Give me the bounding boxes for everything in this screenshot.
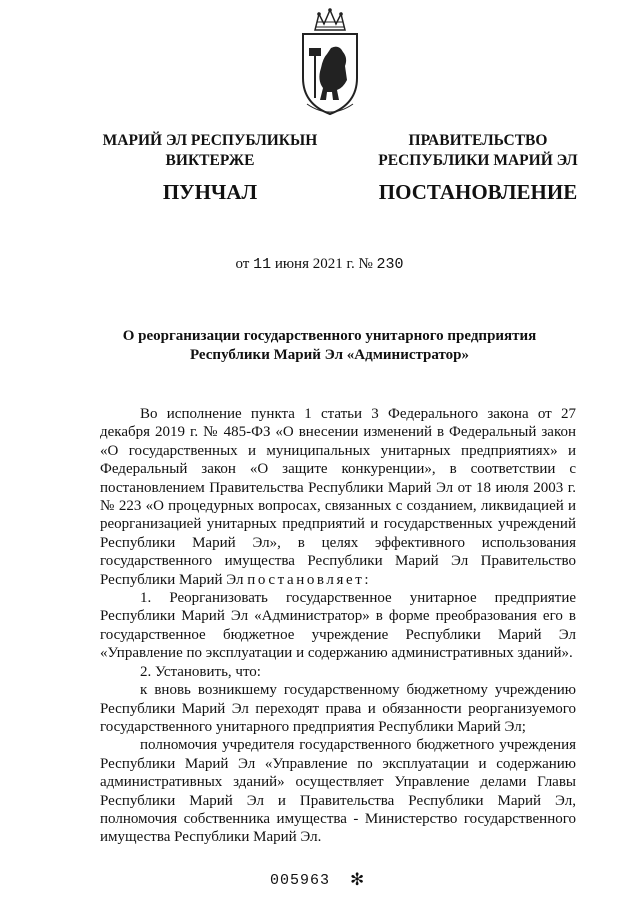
item-1: 1. Реорганизовать государственное унитарное предприятие Республики Марий Эл «Администратор» в форме преобразования его в государственное бюджетное учреждение Республики Марий Эл «Управление по эксплуатации и содержанию административных зданий». xyxy=(100,590,576,662)
header-right-doctype: ПОСТАНОВЛЕНИЕ xyxy=(378,180,578,204)
intro-paragraph xyxy=(100,405,576,589)
header-left-line1: МАРИЙ ЭЛ РЕСПУБЛИКЫН xyxy=(102,132,318,149)
document-body xyxy=(100,405,576,847)
title-line1: О реорганизации государственного унитарного предприятия xyxy=(122,328,537,344)
header-right-line2: РЕСПУБЛИКИ МАРИЙ ЭЛ xyxy=(378,152,578,169)
asterisk-mark: ✻ xyxy=(350,870,365,889)
item-2: 2. Установить, что: xyxy=(140,663,261,680)
serial-number: 005963 xyxy=(270,872,331,889)
item-2-a: к вновь возникшему государственному бюджетному учреждению Республики Марий Эл переходят права и обязанности реорганизуемого государственного унитарного предприятия Республики Марий Эл; xyxy=(100,682,576,735)
document-title xyxy=(60,327,599,365)
item-2-b: полномочия учредителя государственного бюджетного учреждения Республики Марий Эл «Управление по эксплуатации и содержанию административных зданий» осуществляет Управление делами Главы Республики Марий Эл и Правительства Республики Марий Эл, полномочия собственника имущества - Министерство государственного имущества Республики Марий Эл. xyxy=(100,737,576,846)
document-number: 230 xyxy=(376,256,404,273)
date-day: 11 xyxy=(253,256,272,273)
date-line xyxy=(0,256,639,273)
header-right-line1: ПРАВИТЕЛЬСТВО xyxy=(408,132,548,149)
date-prefix: от xyxy=(235,256,250,272)
coat-of-arms-icon xyxy=(293,8,367,118)
header-right xyxy=(330,131,626,205)
header-left xyxy=(66,131,354,205)
intro-text: Во исполнение пункта 1 статьи 3 Федерального закона от 27 декабря 2019 г. № 485-ФЗ «О внесении изменений в Федеральный закон «О государственных и муниципальных унитарных предприятиях» и Федеральный закон «О защите конкуренции», в соответствии с постановлением Правительства Республики Марий Эл от 18 июля 2003 г. № 223 «О процедурных вопросах, связанных с созданием, ликвидацией и реорганизацией унитарных предприятий и государственных учреждений Республики Марий Эл», в целях эффективного использования государственного имущества Республики Марий Эл Правительство Республики Марий Эл xyxy=(100,406,576,588)
header-left-doctype: ПУНЧАЛ xyxy=(162,180,258,204)
title-line2: Республики Марий Эл «Администратор» xyxy=(189,347,470,363)
resolves-word: постановляет: xyxy=(247,571,372,588)
date-month-year: июня 2021 г. № xyxy=(274,256,373,272)
header-left-line2: ВИКТЕРЖЕ xyxy=(165,152,255,169)
